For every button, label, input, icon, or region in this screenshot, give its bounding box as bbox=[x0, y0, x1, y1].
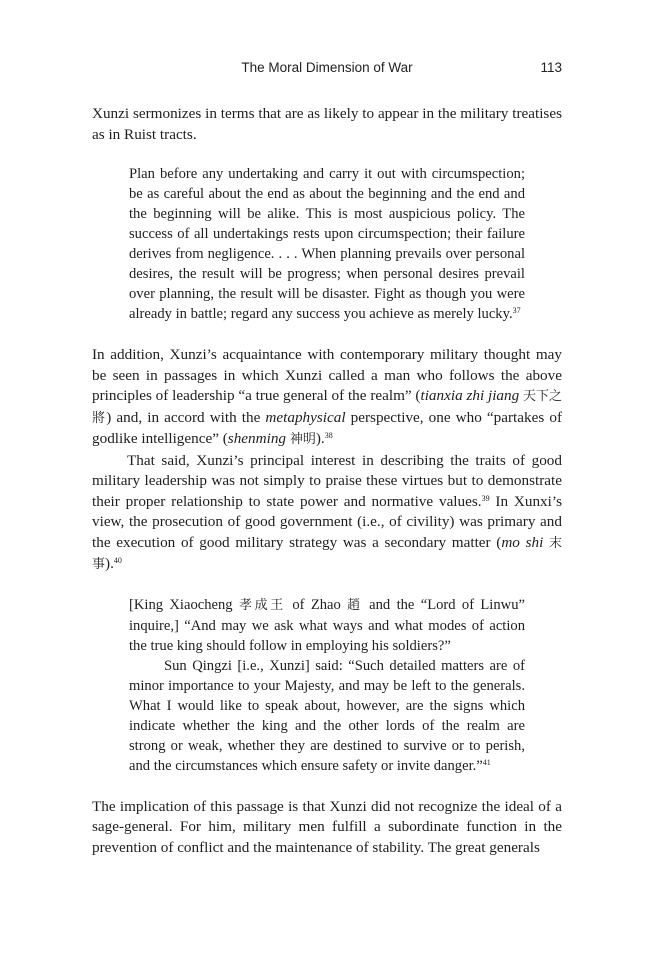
paragraph-2-text-a: In addition, Xunzi’s acquaintance with contemporary military thought may be seen in passages in which Xunzi called a man who follows the above principles of leadership “a true general of the realm” ( bbox=[92, 346, 562, 404]
running-title: The Moral Dimension of War bbox=[241, 60, 413, 75]
paragraph-3 bbox=[92, 451, 562, 576]
block-quote-1-paragraph bbox=[129, 164, 525, 324]
paragraph-3-text-c: ). bbox=[105, 555, 114, 572]
term-metaphysical: metaphysical bbox=[265, 408, 346, 426]
paragraph-2-text-c: perspective, one who “partakes of godlike intelligence” ( bbox=[92, 408, 562, 447]
paragraph-3-text-a: That said, Xunzi’s principal interest in describing the traits of good military leadership was not simply to praise these virtues but to demonstrate their proper relationship to state power and normative values. bbox=[92, 451, 562, 510]
footnote-ref-41: 41 bbox=[482, 757, 491, 767]
running-head bbox=[92, 60, 562, 80]
block-quote-2 bbox=[129, 595, 525, 776]
term-tianxia-zhi-jiang: tianxia zhi jiang bbox=[420, 387, 520, 404]
term-shenming: shenming bbox=[227, 430, 287, 447]
block-quote-1-text: Plan before any undertaking and carry it out with circumspection; be as careful about the end as about the beginning and the end and the beginning will be alike. This is most auspicious policy. The success of all undertakings rests upon circumspection; their failure derives from negligence. . . . When planning prevails over personal desires, the result will be progress; when personal desires prevail over planning, the result will be disaster. Fight as though you were already in battle; regard any success you achieve as merely lucky. bbox=[129, 166, 525, 322]
block-quote-2-text-p2: Sun Qingzi [i.e., Xunzi] said: “Such detailed matters are of minor importance to your Majesty, and may be left to the generals. What I would like to speak about, however, are the signs which indicate whether the king and the other lords of the realm are strong or weak, whether they are destined to survive or to perish, and the circumstances which ensure safety or invite danger.” bbox=[129, 657, 525, 774]
paragraph-4 bbox=[92, 797, 562, 859]
term-mo-shi: mo shi bbox=[501, 533, 544, 551]
block-quote-2-paragraph-2 bbox=[129, 656, 525, 776]
page-body bbox=[92, 104, 562, 858]
chinese-text-shenming: 神明 bbox=[289, 432, 316, 447]
footnote-ref-40: 40 bbox=[113, 556, 122, 565]
block-quote-2-paragraph-1 bbox=[129, 595, 525, 656]
paragraph-2 bbox=[92, 345, 562, 451]
footnote-ref-37: 37 bbox=[512, 306, 521, 315]
footnote-ref-39: 39 bbox=[481, 493, 490, 503]
paragraph-4-text: The implication of this passage is that Xunzi did not recognize the ideal of a sage-general. For him, military men fulfill a subordinate function in the prevention of conflict and the maintenance of stability. The great generals bbox=[92, 797, 562, 856]
page-number: 113 bbox=[540, 60, 562, 75]
chinese-text-tianxia-zhi-jiang: 天下之將 bbox=[92, 389, 563, 426]
block-quote-2-text-b: of Zhao bbox=[286, 596, 348, 613]
paragraph-2-text-d: ). bbox=[315, 430, 325, 447]
paragraph-1-text: Xunzi sermonizes in terms that are as likely to appear in the military treatises as in Ruist tracts. bbox=[92, 105, 562, 143]
paragraph-1 bbox=[92, 104, 562, 145]
footnote-ref-38: 38 bbox=[324, 431, 333, 440]
paragraph-3-text-b: In Xunxi’s view, the prosecution of good government (i.e., of civility) was primary and the execution of good military strategy was a secondary matter ( bbox=[92, 492, 563, 551]
block-quote-2-text-c: and the “Lord of Linwu” inquire,] “And may we ask what ways and what modes of action the true king should follow in employing his soldiers?” bbox=[129, 596, 525, 654]
chinese-text-xiaocheng-wang: 孝成王 bbox=[238, 597, 286, 613]
block-quote-2-text-a: [King Xiaocheng bbox=[129, 596, 239, 613]
chinese-text-zhao: 趙 bbox=[347, 597, 363, 613]
chinese-text-mo-shi: 末事 bbox=[92, 535, 562, 572]
paragraph-2-text-b: ) and, in accord with the bbox=[106, 408, 266, 426]
block-quote-1 bbox=[129, 164, 525, 324]
